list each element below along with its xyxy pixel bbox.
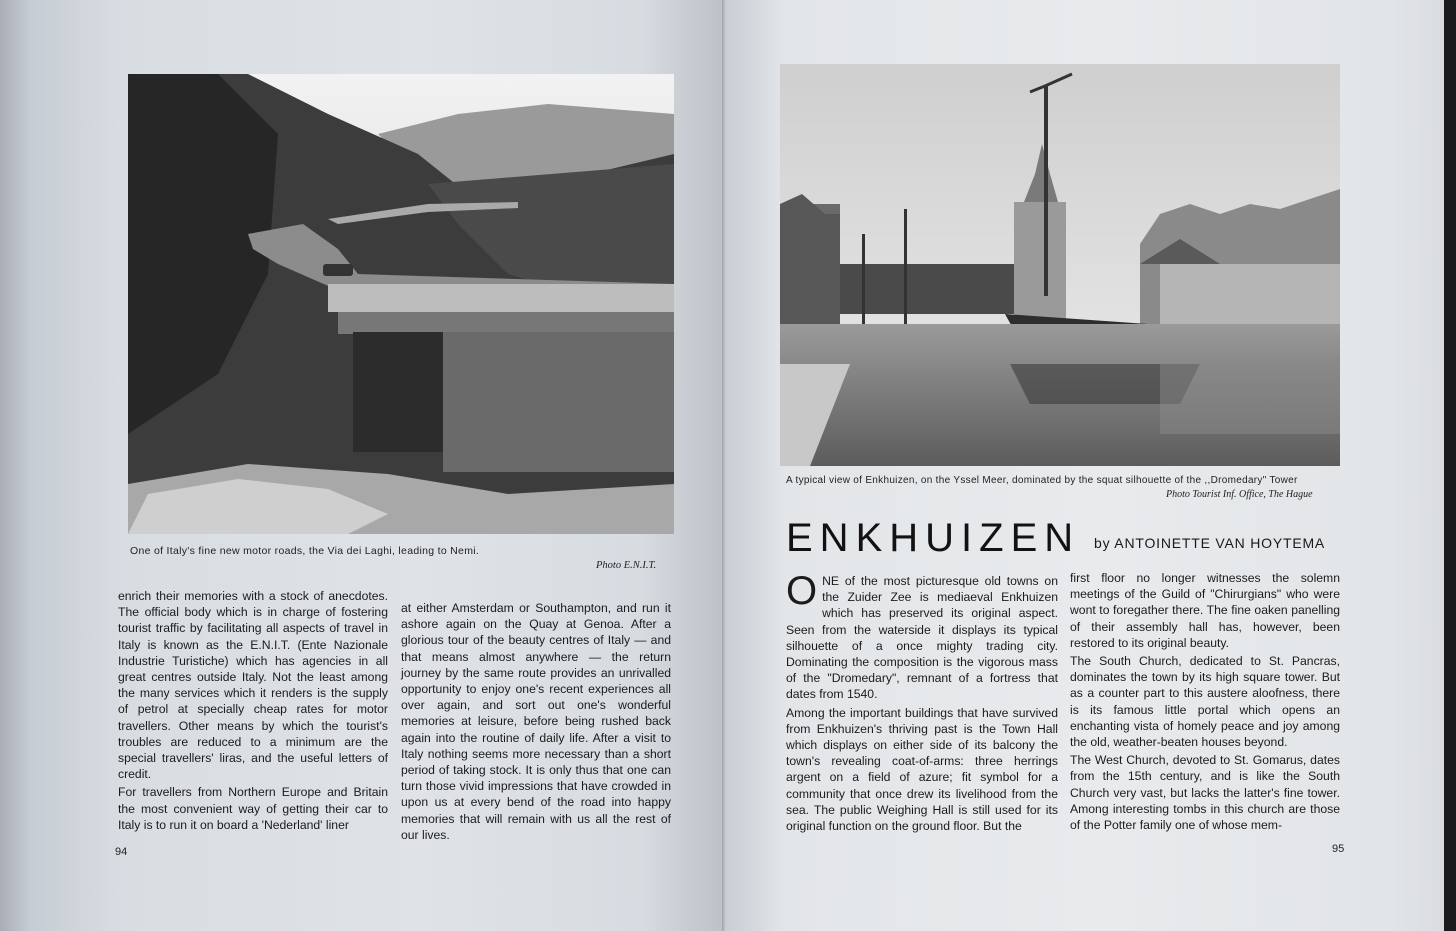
paragraph: at either Amsterdam or Southampton, and run it ashore again on the Quay at Genoa. After a glorious tour of the beauty centres of Italy — and that means almost anywhere — the return journey by the same route provides an unrivalled opportunity to enjoy one's recent experiences all over again, and sort out one's wonderful memories at leisure, before being rushed back again into the routine of daily life. After a visit to Italy nothing seems more necessary than a short period of taking stock. It is only thus that one can turn those vivid impressions that have crowded in upon us at every bend of the road into happy memories that will remain with us all the rest of our lives. bbox=[401, 601, 671, 842]
italy-road-photo bbox=[128, 74, 674, 534]
page-number-left: 94 bbox=[115, 846, 128, 858]
italy-photo-credit: Photo E.N.I.T. bbox=[596, 560, 657, 571]
left-column-1 bbox=[118, 588, 388, 835]
enkhuizen-photo-credit: Photo Tourist Inf. Office, The Hague bbox=[1166, 489, 1313, 500]
paragraph: enrich their memories with a stock of anecdotes. The official body which is in charge of fostering tourist traffic by facilitating all aspects of travel in Italy is known as the E.N.I.T. (Ente Nazionale Industrie Turistiche) which has agencies in all great centres outside Italy. Not the least among the many services which it renders is the supply of petrol at specially cheap rates for motor travellers. Other means by which the tourist's troubles are reduced to a minimum are the special travellers' liras, and the useful letters of credit. bbox=[118, 589, 388, 782]
paragraph: ONE of the most picturesque old towns on the Zuider Zee is mediaeval Enkhuizen which has preserved its original aspect. Seen from the waterside it displays its typical silhouette of a once mighty trading city. Dominating the composition is the vigorous mass of the "Dromedary", remnant of a fortress that dates from 1540. bbox=[786, 569, 1058, 702]
right-page bbox=[726, 0, 1444, 931]
article-title: ENKHUIZEN bbox=[786, 516, 1081, 560]
italy-photo-caption: One of Italy's fine new motor roads, the Via dei Laghi, leading to Nemi. bbox=[130, 545, 480, 557]
drop-cap: O bbox=[786, 569, 818, 613]
page-number-right: 95 bbox=[1332, 843, 1345, 855]
paragraph: The West Church, devoted to St. Gomarus, dates from the 15th century, and is like the South Church very vast, but lacks the latter's fine tower. Among interesting tombs in this church are those of the Potter family one of whose mem- bbox=[1070, 753, 1340, 833]
right-column-1 bbox=[786, 569, 1058, 836]
paragraph: The South Church, dedicated to St. Pancras, dominates the town by its high square tower. But as a counter part to this austere aloofness, there is its famous little portal which opens an enchanting vista of homely peace and joy among the old, weather-beaten houses beyond. bbox=[1070, 654, 1340, 750]
enkhuizen-harbour-photo bbox=[780, 64, 1340, 466]
enkhuizen-photo-caption: A typical view of Enkhuizen, on the Yssel Meer, dominated by the squat silhouette of the ,,Dromedary" Tower bbox=[786, 475, 1298, 486]
paragraph: For travellers from Northern Europe and Britain the most convenient way of getting their car to Italy is to run it on board a 'Nederland' liner bbox=[118, 785, 388, 832]
left-page bbox=[0, 0, 724, 931]
left-column-2 bbox=[401, 600, 671, 845]
paragraph: Among the important buildings that have survived from Enkhuizen's thriving past is the Town Hall which displays on either side of its balcony the town's revealing coat-of-arms: three herrings argent on a field of azure; fit symbol for a community that once drew its livelihood from the sea. The public Weighing Hall is still used for its original function on the ground floor. But the bbox=[786, 705, 1058, 834]
paragraph: first floor no longer witnesses the solemn meetings of the Guild of "Chirurgians" who were wont to foregather there. The fine oaken panelling of their assembly hall has, however, been restored to its original beauty. bbox=[1070, 571, 1340, 650]
article-byline: by ANTOINETTE VAN HOYTEMA bbox=[1094, 535, 1326, 551]
right-column-2 bbox=[1070, 570, 1340, 835]
